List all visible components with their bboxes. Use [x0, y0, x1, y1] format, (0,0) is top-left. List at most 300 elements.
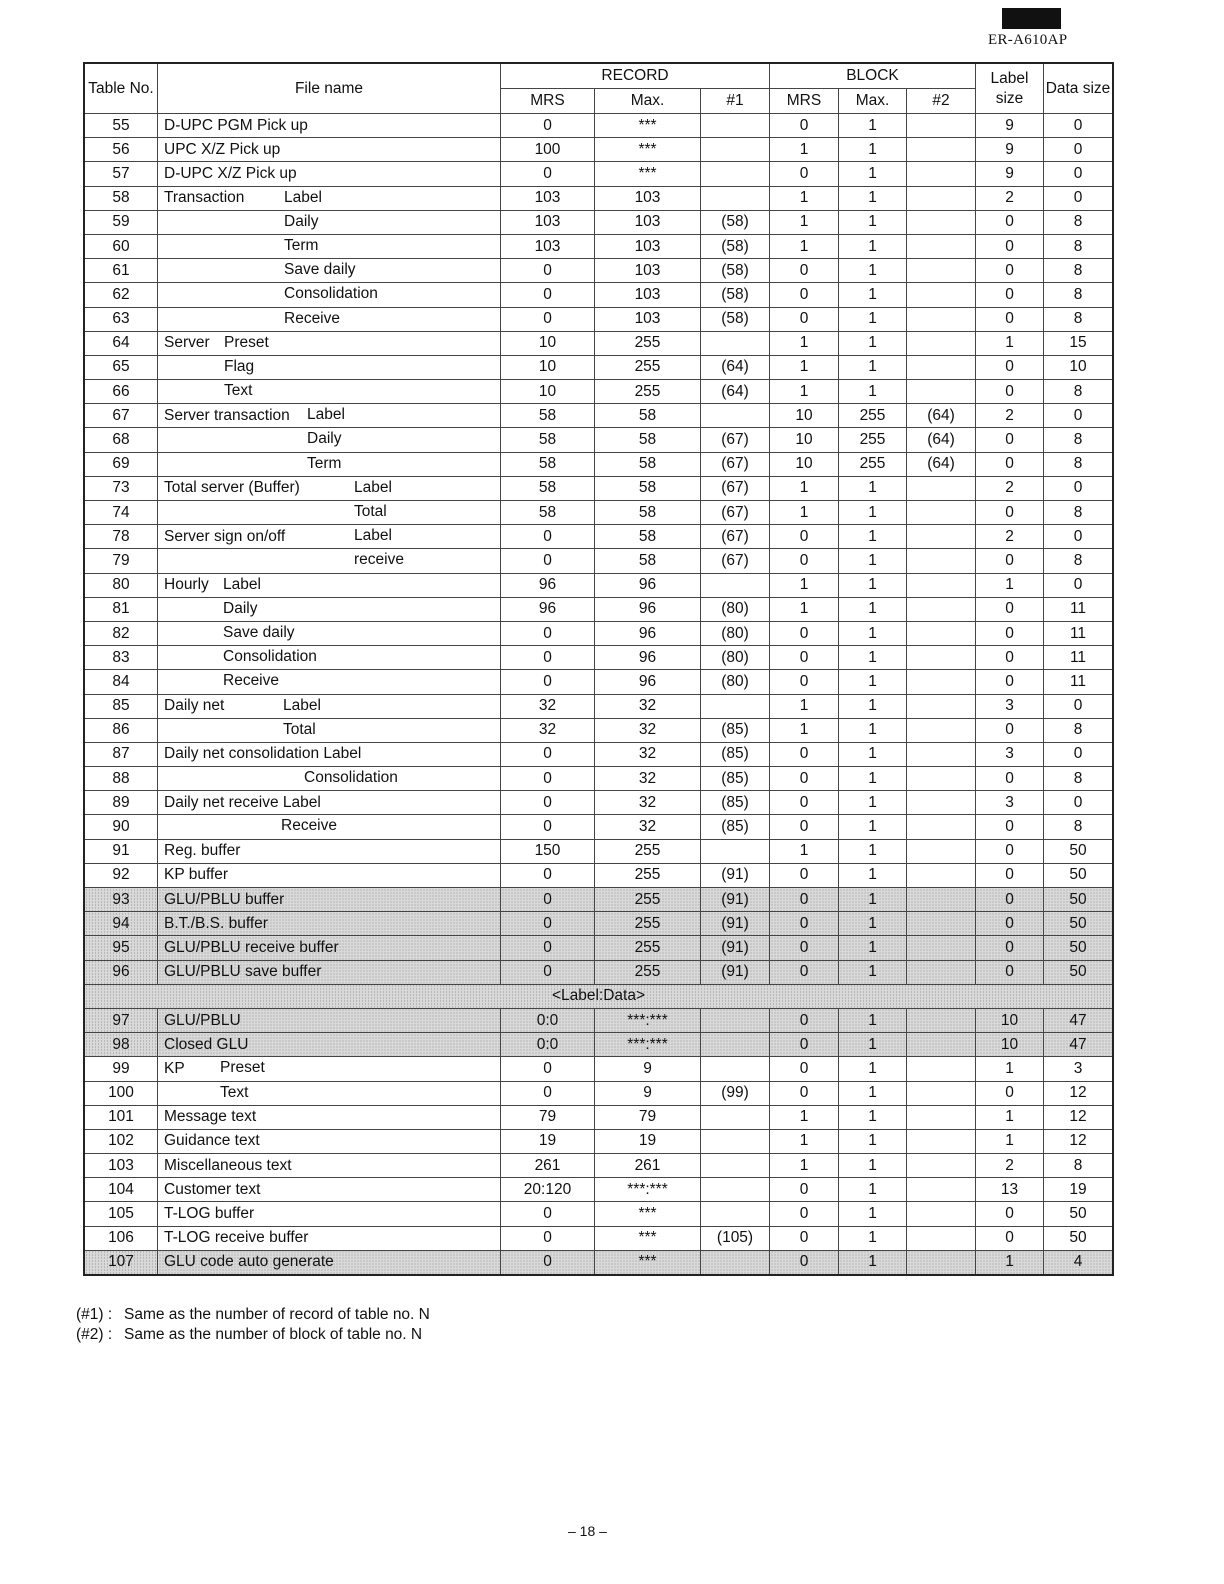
- cell-block-max: 1: [839, 331, 907, 355]
- cell-block-mrs: 0: [770, 1057, 839, 1081]
- cell-block-mrs: 1: [770, 718, 839, 742]
- footnote-mark: (#1) :: [76, 1306, 113, 1323]
- cell-table-no: 59: [84, 210, 158, 234]
- cell-block-mrs: 1: [770, 331, 839, 355]
- cell-table-no: 58: [84, 186, 158, 210]
- cell-record-max: 255: [595, 912, 701, 936]
- cell-record-mrs: 0: [501, 114, 595, 138]
- cell-record-ref: (67): [701, 549, 770, 573]
- cell-block-ref: [907, 670, 976, 694]
- cell-block-mrs: 1: [770, 1105, 839, 1129]
- cell-label-size: 1: [976, 1250, 1044, 1275]
- cell-data-size: 12: [1044, 1129, 1114, 1153]
- cell-label-size: 2: [976, 476, 1044, 500]
- cell-file-name: [158, 186, 501, 210]
- cell-file-name: [158, 1226, 501, 1250]
- cell-block-mrs: 0: [770, 1178, 839, 1202]
- file-name-main: Message text: [164, 1108, 257, 1126]
- cell-block-max: 1: [839, 501, 907, 525]
- cell-record-max: 255: [595, 936, 701, 960]
- cell-block-max: 255: [839, 404, 907, 428]
- file-table: [83, 62, 1114, 1276]
- cell-table-no: 82: [84, 621, 158, 645]
- cell-label-size: 0: [976, 936, 1044, 960]
- cell-block-max: 1: [839, 1008, 907, 1032]
- cell-data-size: 8: [1044, 549, 1114, 573]
- cell-block-max: 1: [839, 670, 907, 694]
- cell-file-name: [158, 936, 501, 960]
- table-row: [84, 1008, 1113, 1032]
- cell-record-max: 32: [595, 718, 701, 742]
- table-row: [84, 1154, 1113, 1178]
- cell-table-no: 93: [84, 888, 158, 912]
- cell-block-max: 1: [839, 960, 907, 984]
- cell-table-no: 81: [84, 597, 158, 621]
- cell-label-size: 0: [976, 549, 1044, 573]
- cell-label-size: 0: [976, 815, 1044, 839]
- cell-file-name: [158, 1081, 501, 1105]
- cell-record-mrs: 58: [501, 428, 595, 452]
- cell-block-mrs: 1: [770, 380, 839, 404]
- cell-block-mrs: 1: [770, 1129, 839, 1153]
- table-row: [84, 380, 1113, 404]
- cell-data-size: 0: [1044, 694, 1114, 718]
- file-name-sub: Label: [283, 696, 321, 714]
- cell-block-max: 1: [839, 742, 907, 766]
- cell-block-ref: [907, 815, 976, 839]
- file-name-main: Server: [164, 334, 210, 352]
- cell-record-ref: (58): [701, 234, 770, 258]
- cell-record-max: 255: [595, 355, 701, 379]
- cell-record-mrs: 96: [501, 597, 595, 621]
- file-name-main: GLU/PBLU buffer: [164, 890, 285, 908]
- cell-file-name: [158, 549, 501, 573]
- table-row: [84, 888, 1113, 912]
- cell-file-name: [158, 1033, 501, 1057]
- cell-file-name: [158, 767, 501, 791]
- cell-file-name: [158, 742, 501, 766]
- cell-block-max: 255: [839, 428, 907, 452]
- cell-record-ref: (64): [701, 355, 770, 379]
- cell-block-ref: [907, 1057, 976, 1081]
- table-row: [84, 283, 1113, 307]
- cell-record-mrs: 0: [501, 1202, 595, 1226]
- cell-file-name: [158, 573, 501, 597]
- cell-record-ref: (67): [701, 428, 770, 452]
- cell-block-mrs: 0: [770, 525, 839, 549]
- cell-record-mrs: 10: [501, 331, 595, 355]
- cell-record-max: ***: [595, 138, 701, 162]
- cell-record-mrs: 0: [501, 162, 595, 186]
- cell-table-no: 102: [84, 1129, 158, 1153]
- file-name-sub: Label: [223, 575, 261, 593]
- cell-table-no: 95: [84, 936, 158, 960]
- cell-file-name: [158, 839, 501, 863]
- cell-record-ref: (67): [701, 476, 770, 500]
- cell-record-max: 261: [595, 1154, 701, 1178]
- cell-record-ref: (85): [701, 815, 770, 839]
- cell-record-max: ***: [595, 1226, 701, 1250]
- cell-label-size: 1: [976, 1057, 1044, 1081]
- cell-data-size: 8: [1044, 210, 1114, 234]
- cell-record-mrs: 103: [501, 210, 595, 234]
- file-name-main: D-UPC PGM Pick up: [164, 116, 308, 134]
- cell-data-size: 50: [1044, 960, 1114, 984]
- cell-block-ref: [907, 549, 976, 573]
- cell-label-size: 2: [976, 1154, 1044, 1178]
- cell-data-size: 10: [1044, 355, 1114, 379]
- cell-record-ref: [701, 1008, 770, 1032]
- cell-record-max: 58: [595, 501, 701, 525]
- cell-record-mrs: 0: [501, 259, 595, 283]
- cell-block-ref: [907, 646, 976, 670]
- cell-record-ref: (91): [701, 912, 770, 936]
- cell-table-no: 55: [84, 114, 158, 138]
- cell-label-size: 0: [976, 1081, 1044, 1105]
- cell-file-name: [158, 114, 501, 138]
- cell-label-size: 1: [976, 1129, 1044, 1153]
- table-row: [84, 597, 1113, 621]
- cell-block-max: 1: [839, 1105, 907, 1129]
- cell-record-mrs: 150: [501, 839, 595, 863]
- cell-block-mrs: 1: [770, 1154, 839, 1178]
- cell-block-ref: [907, 501, 976, 525]
- cell-record-max: 96: [595, 597, 701, 621]
- cell-data-size: 47: [1044, 1008, 1114, 1032]
- cell-data-size: 0: [1044, 742, 1114, 766]
- cell-record-mrs: 0: [501, 1250, 595, 1275]
- cell-record-mrs: 0: [501, 936, 595, 960]
- table-row: [84, 912, 1113, 936]
- cell-record-ref: (80): [701, 646, 770, 670]
- cell-table-no: 63: [84, 307, 158, 331]
- cell-block-max: 1: [839, 646, 907, 670]
- cell-block-max: 1: [839, 476, 907, 500]
- cell-block-ref: [907, 1154, 976, 1178]
- cell-record-max: 255: [595, 960, 701, 984]
- cell-block-ref: [907, 1081, 976, 1105]
- cell-block-mrs: 0: [770, 888, 839, 912]
- cell-file-name: [158, 283, 501, 307]
- cell-record-ref: (91): [701, 960, 770, 984]
- cell-record-ref: (85): [701, 791, 770, 815]
- cell-record-ref: [701, 1154, 770, 1178]
- cell-record-mrs: 58: [501, 452, 595, 476]
- cell-table-no: 64: [84, 331, 158, 355]
- cell-block-mrs: 1: [770, 186, 839, 210]
- cell-block-max: 1: [839, 1226, 907, 1250]
- cell-table-no: 97: [84, 1008, 158, 1032]
- cell-record-mrs: 10: [501, 355, 595, 379]
- cell-block-ref: [907, 259, 976, 283]
- table-row: [84, 670, 1113, 694]
- file-name-sub: Daily: [307, 430, 342, 448]
- table-row: [84, 1129, 1113, 1153]
- cell-record-max: ***:***: [595, 1178, 701, 1202]
- cell-table-no: 104: [84, 1178, 158, 1202]
- cell-block-mrs: 0: [770, 1008, 839, 1032]
- cell-data-size: 8: [1044, 1154, 1114, 1178]
- cell-label-size: 0: [976, 452, 1044, 476]
- cell-record-ref: (58): [701, 283, 770, 307]
- cell-record-max: 103: [595, 210, 701, 234]
- cell-label-size: 9: [976, 138, 1044, 162]
- cell-file-name: [158, 355, 501, 379]
- cell-record-ref: [701, 573, 770, 597]
- cell-block-mrs: 0: [770, 863, 839, 887]
- cell-data-size: 47: [1044, 1033, 1114, 1057]
- cell-record-max: 103: [595, 234, 701, 258]
- cell-block-max: 1: [839, 912, 907, 936]
- cell-record-mrs: 0: [501, 960, 595, 984]
- cell-record-max: ***:***: [595, 1033, 701, 1057]
- cell-file-name: [158, 162, 501, 186]
- cell-record-ref: (91): [701, 936, 770, 960]
- cell-block-max: 1: [839, 210, 907, 234]
- cell-record-max: 32: [595, 694, 701, 718]
- cell-block-ref: [907, 573, 976, 597]
- cell-label-size: 0: [976, 597, 1044, 621]
- cell-record-mrs: 103: [501, 234, 595, 258]
- file-name-sub: Save daily: [223, 623, 295, 641]
- cell-data-size: 8: [1044, 767, 1114, 791]
- cell-record-ref: [701, 114, 770, 138]
- cell-file-name: [158, 380, 501, 404]
- file-name-main: T-LOG receive buffer: [164, 1229, 309, 1247]
- cell-block-ref: [907, 1105, 976, 1129]
- cell-label-size: 0: [976, 863, 1044, 887]
- cell-file-name: [158, 670, 501, 694]
- cell-data-size: 50: [1044, 839, 1114, 863]
- cell-record-max: ***: [595, 162, 701, 186]
- cell-block-mrs: 0: [770, 670, 839, 694]
- cell-record-ref: (58): [701, 259, 770, 283]
- cell-record-max: 58: [595, 549, 701, 573]
- cell-label-size: 0: [976, 259, 1044, 283]
- cell-data-size: 50: [1044, 936, 1114, 960]
- cell-block-mrs: 0: [770, 162, 839, 186]
- cell-block-max: 1: [839, 549, 907, 573]
- cell-block-mrs: 1: [770, 355, 839, 379]
- cell-record-max: ***:***: [595, 1008, 701, 1032]
- cell-data-size: 3: [1044, 1057, 1114, 1081]
- cell-record-ref: [701, 1033, 770, 1057]
- cell-table-no: 96: [84, 960, 158, 984]
- cell-block-ref: [907, 525, 976, 549]
- cell-file-name: [158, 234, 501, 258]
- footnote-2: [76, 1325, 430, 1345]
- cell-data-size: 4: [1044, 1250, 1114, 1275]
- cell-data-size: 8: [1044, 501, 1114, 525]
- cell-file-name: [158, 476, 501, 500]
- table-row: [84, 331, 1113, 355]
- cell-record-max: 79: [595, 1105, 701, 1129]
- cell-file-name: [158, 1154, 501, 1178]
- cell-record-max: 58: [595, 428, 701, 452]
- cell-record-ref: [701, 839, 770, 863]
- cell-file-name: [158, 1008, 501, 1032]
- cell-table-no: 106: [84, 1226, 158, 1250]
- cell-file-name: [158, 259, 501, 283]
- table-row: [84, 621, 1113, 645]
- cell-block-ref: [907, 936, 976, 960]
- cell-block-max: 1: [839, 888, 907, 912]
- cell-file-name: [158, 912, 501, 936]
- cell-block-max: 1: [839, 186, 907, 210]
- table-row: [84, 1202, 1113, 1226]
- cell-data-size: 0: [1044, 791, 1114, 815]
- file-name-main: Server sign on/off: [164, 527, 286, 545]
- cell-block-mrs: 0: [770, 259, 839, 283]
- cell-file-name: [158, 428, 501, 452]
- cell-file-name: [158, 452, 501, 476]
- cell-table-no: 88: [84, 767, 158, 791]
- cell-data-size: 0: [1044, 186, 1114, 210]
- cell-data-size: 8: [1044, 452, 1114, 476]
- cell-record-max: 19: [595, 1129, 701, 1153]
- cell-table-no: 90: [84, 815, 158, 839]
- cell-table-no: 67: [84, 404, 158, 428]
- cell-block-max: 1: [839, 1057, 907, 1081]
- cell-data-size: 0: [1044, 476, 1114, 500]
- table-row: [84, 476, 1113, 500]
- cell-record-mrs: 0:0: [501, 1033, 595, 1057]
- cell-record-mrs: 32: [501, 694, 595, 718]
- cell-block-max: 1: [839, 767, 907, 791]
- file-name-sub: Preset: [224, 333, 269, 351]
- cell-block-max: 1: [839, 234, 907, 258]
- footnotes: [76, 1305, 430, 1345]
- cell-record-max: 58: [595, 452, 701, 476]
- cell-block-max: 1: [839, 694, 907, 718]
- file-name-sub: Daily: [223, 599, 258, 617]
- table-row: [84, 863, 1113, 887]
- cell-block-mrs: 1: [770, 138, 839, 162]
- cell-file-name: [158, 888, 501, 912]
- table-row: [84, 1033, 1113, 1057]
- cell-block-mrs: 0: [770, 621, 839, 645]
- cell-block-max: 1: [839, 380, 907, 404]
- cell-block-max: 1: [839, 863, 907, 887]
- header-block-max: Max.: [839, 89, 907, 114]
- header-record-mrs: MRS: [501, 89, 595, 114]
- cell-file-name: [158, 210, 501, 234]
- cell-label-size: 1: [976, 573, 1044, 597]
- cell-record-max: 32: [595, 815, 701, 839]
- cell-record-ref: [701, 1129, 770, 1153]
- cell-block-ref: [907, 1033, 976, 1057]
- cell-record-max: 96: [595, 621, 701, 645]
- cell-label-size: 0: [976, 501, 1044, 525]
- cell-block-mrs: 0: [770, 114, 839, 138]
- cell-block-mrs: 0: [770, 549, 839, 573]
- cell-record-ref: (64): [701, 380, 770, 404]
- cell-record-mrs: 0: [501, 791, 595, 815]
- cell-table-no: 62: [84, 283, 158, 307]
- cell-data-size: 8: [1044, 380, 1114, 404]
- file-name-sub: Label: [307, 406, 345, 424]
- file-name-sub: Consolidation: [284, 285, 378, 303]
- cell-label-size: 0: [976, 1226, 1044, 1250]
- cell-block-ref: [907, 476, 976, 500]
- table-row: [84, 573, 1113, 597]
- table-row: [84, 259, 1113, 283]
- cell-label-size: 0: [976, 718, 1044, 742]
- table-row: [84, 1250, 1113, 1275]
- cell-block-max: 1: [839, 1033, 907, 1057]
- cell-block-max: 1: [839, 1250, 907, 1275]
- cell-record-mrs: 261: [501, 1154, 595, 1178]
- cell-table-no: 80: [84, 573, 158, 597]
- cell-label-size: 0: [976, 380, 1044, 404]
- file-name-main: UPC X/Z Pick up: [164, 140, 281, 158]
- cell-block-mrs: 1: [770, 501, 839, 525]
- cell-data-size: 19: [1044, 1178, 1114, 1202]
- header-label-size: Label size: [976, 63, 1044, 114]
- cell-record-mrs: 58: [501, 476, 595, 500]
- cell-table-no: 89: [84, 791, 158, 815]
- cell-record-max: ***: [595, 1250, 701, 1275]
- cell-record-mrs: 0:0: [501, 1008, 595, 1032]
- cell-block-ref: [907, 597, 976, 621]
- cell-record-max: 103: [595, 259, 701, 283]
- cell-record-mrs: 100: [501, 138, 595, 162]
- cell-block-ref: [907, 694, 976, 718]
- file-name-sub: Text: [224, 382, 253, 400]
- cell-label-size: 0: [976, 1202, 1044, 1226]
- file-name-sub: Flag: [224, 357, 255, 375]
- cell-table-no: 100: [84, 1081, 158, 1105]
- cell-block-max: 1: [839, 621, 907, 645]
- table-row: [84, 718, 1113, 742]
- cell-block-ref: [907, 960, 976, 984]
- table-row: [84, 815, 1113, 839]
- cell-block-mrs: 10: [770, 428, 839, 452]
- cell-table-no: 85: [84, 694, 158, 718]
- cell-block-mrs: 1: [770, 234, 839, 258]
- cell-data-size: 11: [1044, 670, 1114, 694]
- cell-record-ref: (80): [701, 670, 770, 694]
- cell-label-size: 0: [976, 307, 1044, 331]
- cell-block-mrs: 0: [770, 1033, 839, 1057]
- table-row: [84, 452, 1113, 476]
- cell-file-name: [158, 307, 501, 331]
- cell-label-size: 2: [976, 404, 1044, 428]
- cell-file-name: [158, 1202, 501, 1226]
- cell-label-size: 0: [976, 960, 1044, 984]
- cell-label-size: 1: [976, 1105, 1044, 1129]
- cell-data-size: 50: [1044, 888, 1114, 912]
- cell-table-no: 83: [84, 646, 158, 670]
- cell-record-max: 103: [595, 186, 701, 210]
- cell-block-ref: [907, 1129, 976, 1153]
- file-name-main: Server transaction: [164, 406, 290, 424]
- cell-record-max: 255: [595, 863, 701, 887]
- cell-data-size: 8: [1044, 307, 1114, 331]
- table-row: [84, 234, 1113, 258]
- cell-block-max: 1: [839, 1129, 907, 1153]
- cell-record-max: 255: [595, 839, 701, 863]
- file-name-main: GLU/PBLU receive buffer: [164, 938, 339, 956]
- page-number: – 18 –: [568, 1523, 607, 1539]
- file-name-sub: Total: [283, 720, 316, 738]
- cell-file-name: [158, 646, 501, 670]
- cell-record-ref: (85): [701, 742, 770, 766]
- cell-record-ref: [701, 1202, 770, 1226]
- cell-record-max: 58: [595, 476, 701, 500]
- cell-label-size: 0: [976, 839, 1044, 863]
- cell-record-ref: (80): [701, 621, 770, 645]
